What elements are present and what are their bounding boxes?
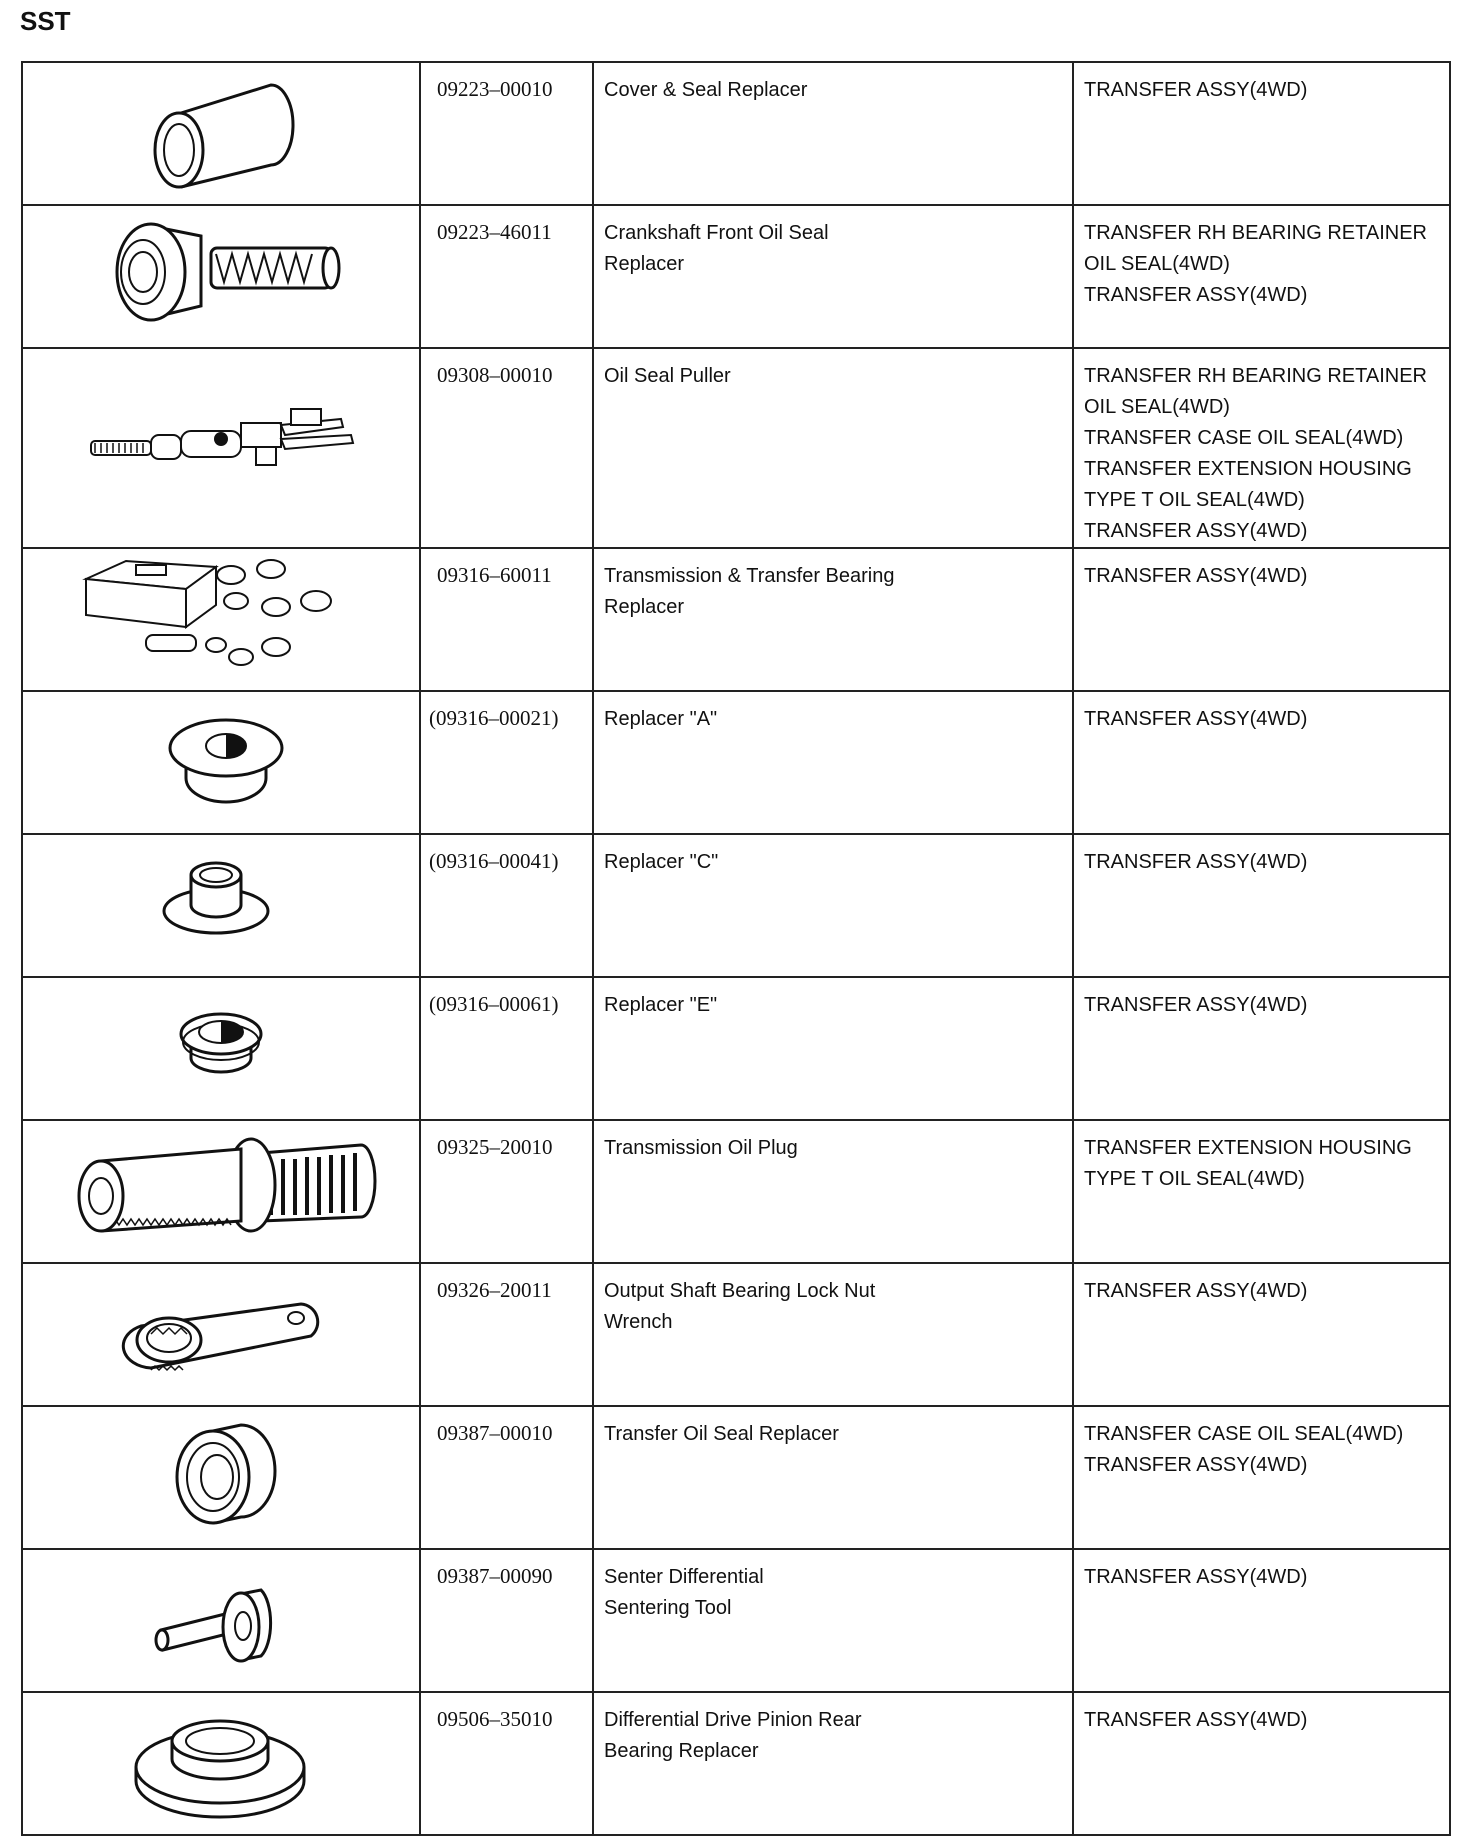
tool-name: Transmission Oil Plug: [604, 1137, 798, 1159]
tool-image-cell: [22, 62, 420, 205]
tool-name-cell: [593, 691, 1073, 834]
tool-name: Oil Seal Puller: [604, 365, 731, 387]
usage-line: TRANSFER EXTENSION HOUSING: [1084, 458, 1412, 480]
sst-table: [21, 61, 1451, 1836]
usage-line: TRANSFER ASSY(4WD): [1084, 520, 1308, 542]
tool-name-cell: [593, 205, 1073, 348]
tool-name-cell: [593, 548, 1073, 691]
tool-name: Cover & Seal Replacer: [604, 79, 808, 101]
part-number: 09325–20010: [437, 1135, 553, 1159]
table-row: [22, 548, 1450, 691]
table-row: [22, 834, 1450, 977]
usage-cell: [1073, 691, 1450, 834]
part-number-cell: [420, 1263, 593, 1406]
table-row: [22, 691, 1450, 834]
usage-line: TRANSFER ASSY(4WD): [1084, 1709, 1308, 1731]
usage-cell: [1073, 977, 1450, 1120]
part-number-cell: [420, 1120, 593, 1263]
part-number: (09316–00041): [429, 849, 559, 873]
tool-name: Crankshaft Front Oil Seal Replacer: [604, 222, 829, 275]
tool-name: Replacer "C": [604, 851, 719, 873]
tool-image-cell: [22, 1549, 420, 1692]
table-row: [22, 348, 1450, 548]
part-number-cell: [420, 348, 593, 548]
usage-cell: [1073, 1263, 1450, 1406]
usage-cell: [1073, 62, 1450, 205]
centering-tool-icon: [131, 1550, 311, 1680]
tool-name-cell: [593, 62, 1073, 205]
table-row: [22, 1549, 1450, 1692]
usage-line: TRANSFER ASSY(4WD): [1084, 1566, 1308, 1588]
part-number: 09387–00010: [437, 1421, 553, 1445]
tool-name: Senter Differential Sentering Tool: [604, 1566, 764, 1619]
tool-name: Transmission & Transfer Bearing Replacer: [604, 565, 895, 618]
usage-line: TRANSFER RH BEARING RETAINER: [1084, 222, 1427, 244]
usage-cell: [1073, 834, 1450, 977]
tool-image-cell: [22, 1120, 420, 1263]
part-number-cell: [420, 977, 593, 1120]
part-number-cell: [420, 548, 593, 691]
tool-name: Replacer "E": [604, 994, 718, 1016]
part-number: 09316–60011: [437, 563, 552, 587]
tool-name-cell: [593, 834, 1073, 977]
usage-line: TYPE T OIL SEAL(4WD): [1084, 1168, 1305, 1190]
part-number-cell: [420, 62, 593, 205]
tool-image-cell: [22, 548, 420, 691]
tool-image-cell: [22, 1406, 420, 1549]
part-number: 09223–46011: [437, 220, 552, 244]
usage-cell: [1073, 1406, 1450, 1549]
page-title: SST: [20, 6, 71, 36]
part-number-cell: [420, 205, 593, 348]
part-number: 09506–35010: [437, 1707, 553, 1731]
usage-cell: [1073, 1549, 1450, 1692]
usage-line: TYPE T OIL SEAL(4WD): [1084, 489, 1305, 511]
table-row: [22, 205, 1450, 348]
part-number: 09326–20011: [437, 1278, 552, 1302]
part-number-cell: [420, 1406, 593, 1549]
usage-line: OIL SEAL(4WD): [1084, 396, 1230, 418]
tool-image-cell: [22, 691, 420, 834]
lock-nut-wrench-icon: [111, 1264, 331, 1394]
tool-image-cell: [22, 1263, 420, 1406]
usage-line: TRANSFER EXTENSION HOUSING: [1084, 1137, 1412, 1159]
part-number-cell: [420, 1692, 593, 1835]
usage-cell: [1073, 348, 1450, 548]
part-number: 09223–00010: [437, 77, 553, 101]
tool-name-cell: [593, 977, 1073, 1120]
part-number: (09316–00061): [429, 992, 559, 1016]
part-number: (09316–00021): [429, 706, 559, 730]
tool-name: Differential Drive Pinion Rear Bearing Replacer: [604, 1709, 862, 1762]
usage-cell: [1073, 1120, 1450, 1263]
tool-image-cell: [22, 205, 420, 348]
tool-name-cell: [593, 348, 1073, 548]
table-row: [22, 977, 1450, 1120]
usage-line: TRANSFER ASSY(4WD): [1084, 1454, 1308, 1476]
part-number: 09387–00090: [437, 1564, 553, 1588]
usage-line: TRANSFER ASSY(4WD): [1084, 994, 1308, 1016]
part-number-cell: [420, 691, 593, 834]
tool-name: Transfer Oil Seal Replacer: [604, 1423, 839, 1445]
tool-image-cell: [22, 977, 420, 1120]
usage-line: TRANSFER CASE OIL SEAL(4WD): [1084, 427, 1404, 449]
oil-plug-icon: [51, 1121, 391, 1251]
replacer-c-icon: [131, 835, 311, 965]
tool-name-cell: [593, 1406, 1073, 1549]
tool-name-cell: [593, 1263, 1073, 1406]
table-row: [22, 1263, 1450, 1406]
usage-line: OIL SEAL(4WD): [1084, 253, 1230, 275]
tool-name: Replacer "A": [604, 708, 718, 730]
part-number: 09308–00010: [437, 363, 553, 387]
usage-cell: [1073, 548, 1450, 691]
usage-line: TRANSFER ASSY(4WD): [1084, 708, 1308, 730]
usage-line: TRANSFER ASSY(4WD): [1084, 284, 1308, 306]
table-row: [22, 62, 1450, 205]
pinion-bearing-replacer-icon: [116, 1693, 326, 1823]
seal-replacer-icon: [91, 206, 351, 336]
tool-name-cell: [593, 1692, 1073, 1835]
usage-cell: [1073, 205, 1450, 348]
usage-line: TRANSFER ASSY(4WD): [1084, 79, 1308, 101]
part-number-cell: [420, 834, 593, 977]
usage-line: TRANSFER ASSY(4WD): [1084, 1280, 1308, 1302]
part-number-cell: [420, 1549, 593, 1692]
table-row: [22, 1120, 1450, 1263]
replacer-a-icon: [131, 692, 311, 822]
cylinder-sleeve-icon: [121, 63, 321, 193]
tool-image-cell: [22, 1692, 420, 1835]
usage-line: TRANSFER ASSY(4WD): [1084, 565, 1308, 587]
tool-name-cell: [593, 1120, 1073, 1263]
table-row: [22, 1692, 1450, 1835]
bearing-replacer-kit-icon: [76, 549, 366, 679]
usage-line: TRANSFER ASSY(4WD): [1084, 851, 1308, 873]
replacer-e-icon: [131, 978, 311, 1108]
tool-name-cell: [593, 1549, 1073, 1692]
oil-seal-replacer-icon: [131, 1407, 311, 1537]
seal-puller-icon: [71, 369, 371, 519]
usage-line: TRANSFER CASE OIL SEAL(4WD): [1084, 1423, 1404, 1445]
tool-name: Output Shaft Bearing Lock Nut Wrench: [604, 1280, 876, 1333]
usage-line: TRANSFER RH BEARING RETAINER: [1084, 365, 1427, 387]
table-row: [22, 1406, 1450, 1549]
tool-image-cell: [22, 348, 420, 548]
usage-cell: [1073, 1692, 1450, 1835]
tool-image-cell: [22, 834, 420, 977]
